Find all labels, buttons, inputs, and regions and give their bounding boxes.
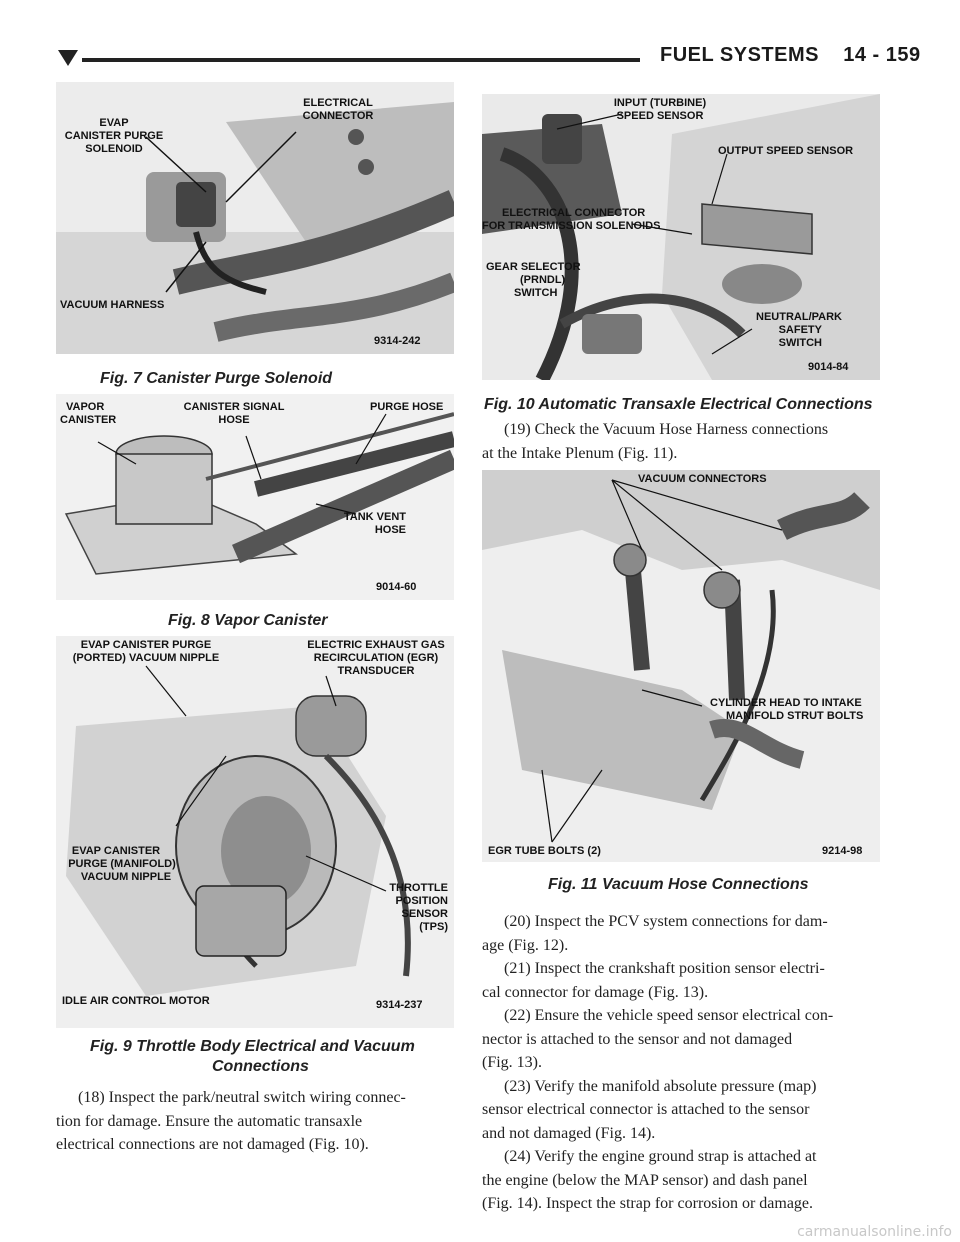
text-line: cal connector for damage (Fig. 13). [482,983,709,1001]
figure-11-image [482,470,880,862]
text-line: sensor electrical connector is attached to the sensor [482,1101,810,1118]
label-recirculation-egr: RECIRCULATION (EGR) [313,652,439,664]
header-triangle-icon [58,50,78,66]
text-line: (24) Verify the engine ground strap is attached at [504,1148,817,1165]
label-electric-exhaust-gas: ELECTRIC EXHAUST GAS [307,639,445,651]
figure-code: 9214-98 [822,845,863,857]
label-neutral-park: NEUTRAL/PARK [756,311,842,323]
text-line: tion for damage. Ensure the automatic transaxle [56,1112,363,1130]
section-title: FUEL SYSTEMS [660,44,819,66]
label-vapor: VAPOR [66,401,105,413]
text-line: nector is attached to the sensor and not damaged [482,1030,793,1048]
figure-8-caption: Fig. 8 Vapor Canister [168,612,328,629]
label-gear-selector: GEAR SELECTOR [486,261,581,273]
label-evap: EVAP [99,117,129,129]
label-position: POSITION [395,895,448,907]
label-throttle: THROTTLE [389,882,448,894]
figure-code: 9314-242 [374,335,421,347]
label-tps: (TPS) [419,921,448,933]
label-egr-tube-bolts: EGR TUBE BOLTS (2) [488,845,601,857]
text-line: (Fig. 13). [482,1054,542,1071]
text-line: (20) Inspect the PCV system connections for dam- [504,913,828,930]
text-line: (22) Ensure the vehicle speed sensor electrical con- [504,1007,834,1024]
figure-7-image [56,82,454,354]
label-idle-air-control-motor: IDLE AIR CONTROL MOTOR [62,995,210,1007]
figure-9-image [56,636,454,1028]
running-header [660,44,921,67]
text-line: (18) Inspect the park/neutral switch wiring connec- [78,1089,406,1106]
figure-10-caption: Fig. 10 Automatic Transaxle Electrical Connections [484,396,873,413]
text-line: and not damaged (Fig. 14). [482,1124,656,1142]
label-for-transmission-solenoids: FOR TRANSMISSION SOLENOIDS [482,220,661,232]
label-canister-signal: CANISTER SIGNAL [183,401,285,413]
label-hose: HOSE [218,414,250,426]
figure-8-image [56,394,454,600]
label-connector: CONNECTOR [302,110,374,122]
label-canister: CANISTER [60,414,117,426]
label-prndl: (PRNDL) [520,274,566,286]
figure-11-caption: Fig. 11 Vacuum Hose Connections [548,876,809,893]
paragraph-18 [56,1086,466,1157]
label-manifold-strut-bolts: MANIFOLD STRUT BOLTS [726,710,864,722]
paragraph-19 [482,418,892,465]
figure-code: 9014-60 [376,581,417,593]
label-vacuum-harness: VACUUM HARNESS [60,299,165,311]
text-line: age (Fig. 12). [482,936,569,954]
figure-9-caption-line-2: Connections [212,1058,309,1075]
label-sensor: SENSOR [401,908,448,920]
label-speed-sensor: SPEED SENSOR [616,110,704,122]
label-purge-hose: PURGE HOSE [370,401,444,413]
figure-7-caption: Fig. 7 Canister Purge Solenoid [100,370,333,387]
paragraphs-20-24 [482,910,892,1216]
label-purge-manifold: PURGE (MANIFOLD) [68,858,176,870]
label-electrical: ELECTRICAL [303,97,373,109]
label-canister-purge: CANISTER PURGE [64,130,164,142]
text-line: the engine (below the MAP sensor) and dash panel [482,1171,808,1189]
text-line: at the Intake Plenum (Fig. 11). [482,444,678,462]
text-line: (21) Inspect the crankshaft position sensor electri- [504,960,825,977]
label-vacuum-connectors: VACUUM CONNECTORS [638,473,767,485]
text-line: (19) Check the Vacuum Hose Harness connections [504,421,829,438]
text-line: electrical connections are not damaged (Fig. 10). [56,1136,369,1153]
label-evap-canister: EVAP CANISTER [71,845,161,857]
label-input-turbine: INPUT (TURBINE) [613,97,707,109]
watermark: carmanualsonline.info [797,1224,952,1240]
label-vacuum-nipple: VACUUM NIPPLE [80,871,172,883]
label-electrical-connector: ELECTRICAL CONNECTOR [502,207,646,219]
label-tank-hose: HOSE [374,524,406,536]
figure-code: 9014-84 [808,361,849,373]
header-rule [82,58,640,62]
label-transducer: TRANSDUCER [337,665,415,677]
label-ported-vacuum-nipple: (PORTED) VACUUM NIPPLE [72,652,220,664]
label-output-speed-sensor: OUTPUT SPEED SENSOR [718,145,854,157]
label-evap-canister-purge: EVAP CANISTER PURGE [80,639,212,651]
label-solenoid: SOLENOID [85,143,143,155]
label-tank-vent: TANK VENT [343,511,406,523]
figure-code: 9314-237 [376,999,423,1011]
label-cylinder-head-to-intake: CYLINDER HEAD TO INTAKE [710,697,862,709]
text-line: (Fig. 14). Inspect the strap for corrosion or damage. [482,1195,814,1212]
label-switch: SWITCH [778,337,822,349]
label-switch: SWITCH [514,287,558,299]
text-line: (23) Verify the manifold absolute pressure (map) [504,1077,817,1095]
page-number: 14 - 159 [843,44,921,66]
label-safety: SAFETY [778,324,822,336]
figure-10-image [482,94,880,380]
figure-9-caption-line-1: Fig. 9 Throttle Body Electrical and Vacuum [90,1038,415,1055]
